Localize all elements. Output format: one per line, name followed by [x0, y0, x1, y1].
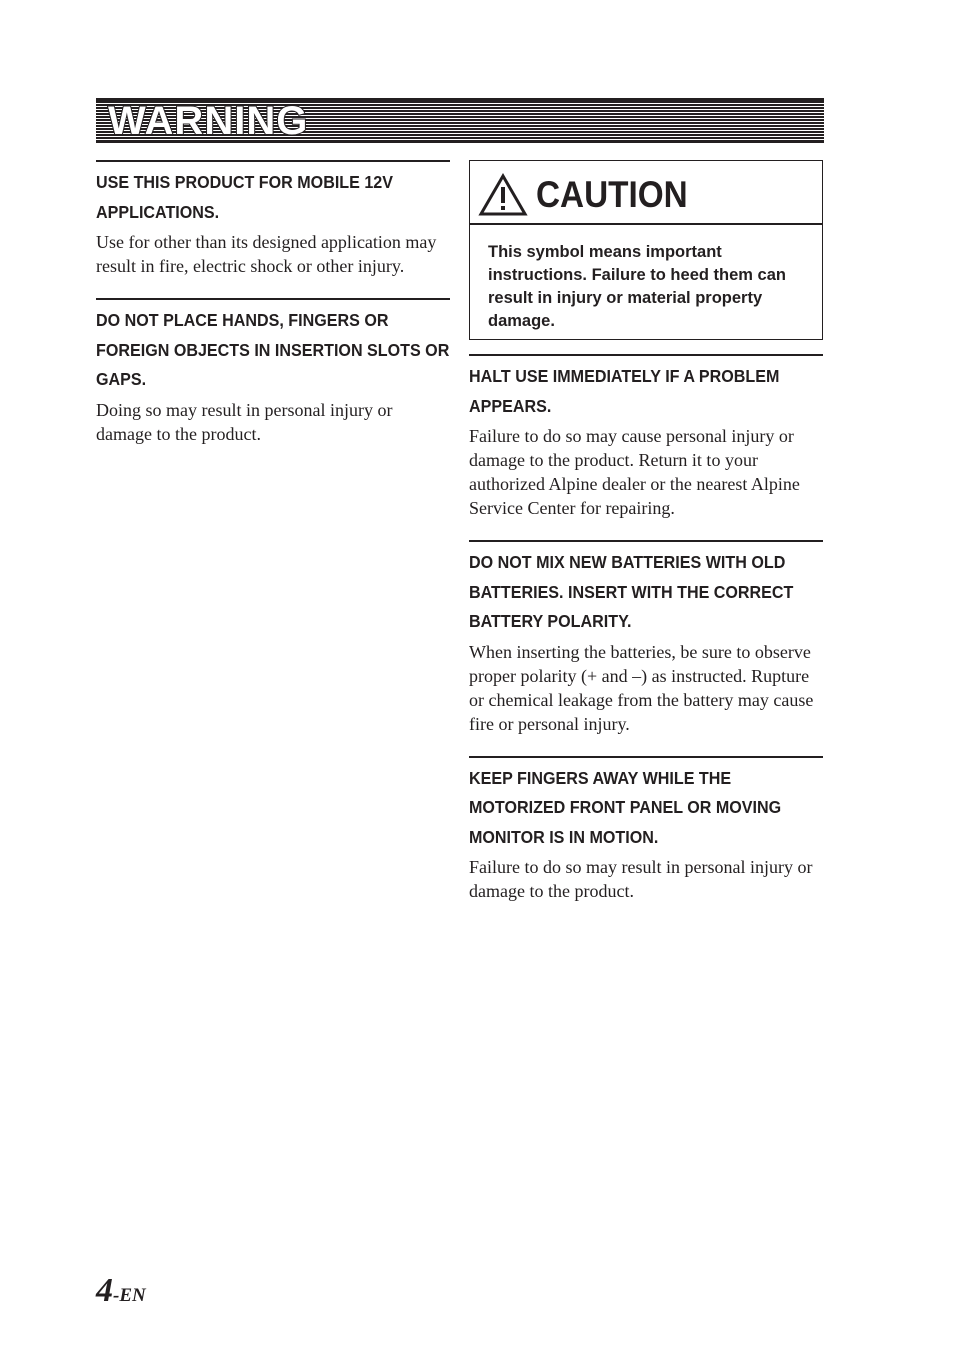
section-mobile-12v	[96, 160, 450, 278]
section-body: Use for other than its designed application may result in fire, electric shock or other injury.	[96, 232, 437, 276]
section-heading: HALT USE IMMEDIATELY IF A PROBLEM APPEARS.	[469, 366, 780, 416]
caution-text: This symbol means important instructions. Failure to heed them can result in injury or material property damage.	[488, 243, 786, 330]
section-batteries	[469, 540, 823, 736]
caution-label: CAUTION	[536, 174, 688, 215]
warning-triangle-icon	[478, 173, 528, 222]
section-body: Failure to do so may cause personal injury or damage to the product. Return it to your authorized Alpine dealer or the nearest Alpine Service Center for repairing.	[469, 426, 800, 518]
right-column	[469, 160, 823, 923]
section-body: Doing so may result in personal injury or damage to the product.	[96, 399, 393, 444]
section-motorized-panel	[469, 756, 823, 904]
caution-header	[470, 161, 822, 225]
section-body: Failure to do so may result in personal injury or damage to the product.	[469, 857, 813, 901]
warning-banner	[96, 98, 824, 143]
section-heading: DO NOT PLACE HANDS, FINGERS OR FOREIGN OBJECTS IN INSERTION SLOTS OR GAPS.	[96, 310, 450, 389]
page-number: 4	[96, 1272, 113, 1309]
left-column	[96, 160, 450, 466]
section-heading: USE THIS PRODUCT FOR MOBILE 12V APPLICATIONS.	[96, 172, 393, 222]
warning-title: WARNING	[108, 99, 309, 143]
caution-box	[469, 160, 823, 340]
section-heading: KEEP FINGERS AWAY WHILE THE MOTORIZED FRONT PANEL OR MOVING MONITOR IS IN MOTION.	[469, 767, 782, 847]
section-insertion-slots	[96, 298, 450, 446]
section-body: When inserting the batteries, be sure to observe proper polarity (+ and –) as instructed. Rupture or chemical leakage from the battery may cause fire or personal injury.	[469, 641, 814, 734]
section-heading: DO NOT MIX NEW BATTERIES WITH OLD BATTERIES. INSERT WITH THE CORRECT BATTERY POLARITY.	[469, 552, 794, 631]
page-language-suffix: -EN	[113, 1285, 146, 1306]
page-footer	[96, 1272, 146, 1310]
section-halt-use	[469, 354, 823, 520]
